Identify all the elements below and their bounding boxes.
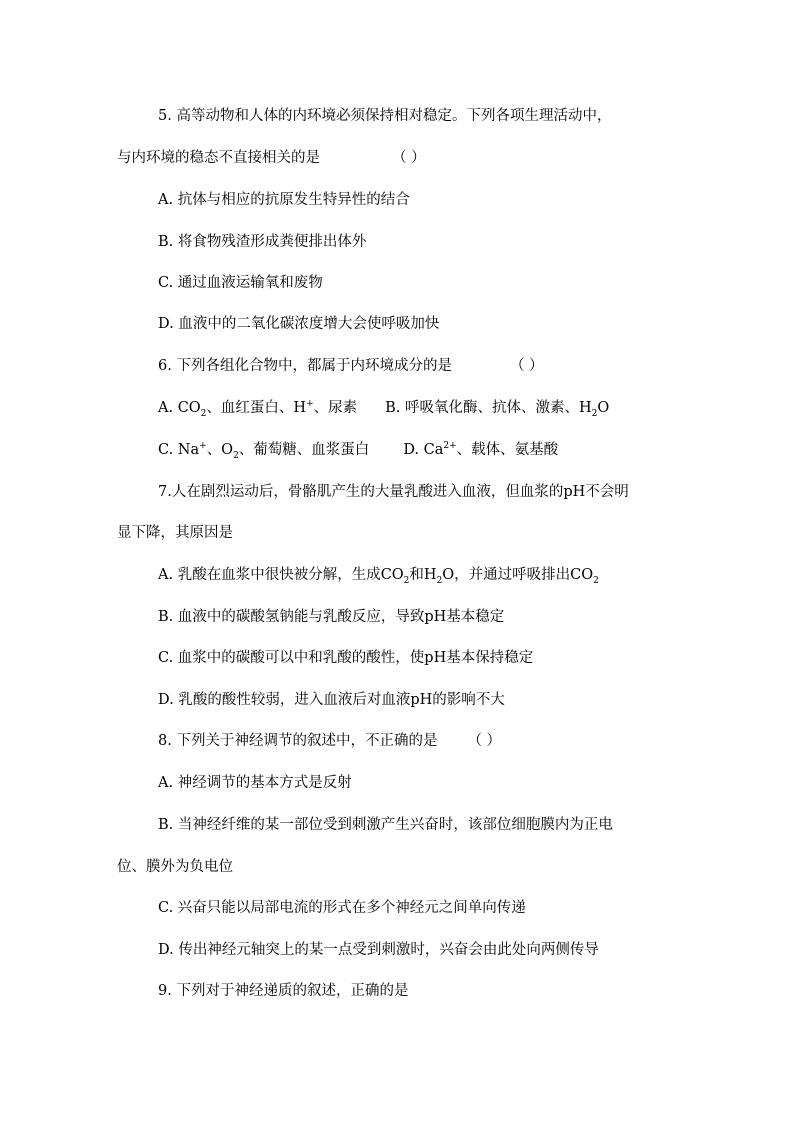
q6-options-cd (158, 440, 558, 460)
q6-option-d: D. $Ca^{2+}$、载体、氨基酸 (403, 441, 559, 458)
q8-stem-line (158, 731, 501, 751)
q8-option-b-line-1: B. 当神经纤维的某一部位受到刺激产生兴奋时，该部位细胞膜内为正电 (158, 817, 613, 833)
q5-option-d: D. 血液中的二氧化碳浓度增大会使呼吸加快 (158, 316, 440, 332)
q7-stem-line-1: 7.人在剧烈运动后，骨骼肌产生的大量乳酸进入血液，但血浆的pH不会明 (158, 484, 629, 500)
q8-option-d: D. 传出神经元轴突上的某一点受到刺激时，兴奋会由此处向两侧传导 (158, 942, 599, 958)
q5-stem-text: 与内环境的稳态不直接相关的是 (117, 150, 320, 166)
q5-option-b: B. 将食物残渣形成粪便排出体外 (158, 234, 367, 250)
q7-option-d: D. 乳酸的酸性较弱，进入血液后对血液pH的影响不大 (158, 692, 505, 708)
q5-stem-line-1: 5. 高等动物和人体的内环境必须保持相对稳定。下列各项生理活动中， (158, 108, 612, 124)
q8-answer-blank: （ ） (467, 733, 502, 749)
q6-option-b: B. 呼吸氧化酶、抗体、激素、$H_2O$ (385, 400, 610, 419)
q6-answer-blank: （ ） (509, 358, 544, 374)
q8-stem-text: 8. 下列关于神经调节的叙述中，不正确的是 (158, 733, 438, 749)
q7-option-b: B. 血液中的碳酸氢钠能与乳酸反应，导致pH基本稳定 (158, 609, 505, 625)
q5-answer-blank: （ ） (392, 150, 426, 166)
q8-option-b-line-2: 位、膜外为负电位 (117, 859, 233, 875)
q6-stem-text: 6. 下列各组化合物中，都属于内环境成分的是 (158, 358, 452, 374)
q6-option-a: A. $CO_2$、血红蛋白、H+、尿素 (158, 399, 358, 419)
q5-option-a: A. 抗体与相应的抗原发生特异性的结合 (158, 192, 410, 208)
q7-option-a: A. 乳酸在血浆中很快被分解，生成$CO_2$和$H_2O$，并通过呼吸排出$CO_2$ (158, 567, 599, 586)
q8-option-a: A. 神经调节的基本方式是反射 (158, 775, 352, 791)
q6-options-ab (158, 398, 609, 418)
q9-stem-line: 9. 下列对于神经递质的叙述，正确的是 (158, 983, 409, 999)
q6-stem-line (158, 356, 544, 376)
q7-option-c: C. 血浆中的碳酸可以中和乳酸的酸性，使pH基本保持稳定 (158, 650, 534, 666)
q6-option-c: C. Na+、$O_2$、葡萄糖、血浆蛋白 (158, 441, 370, 461)
q5-option-c: C. 通过血液运输氧和废物 (158, 275, 323, 291)
q7-stem-line-2: 显下降，其原因是 (117, 525, 233, 541)
q5-stem-line-2 (117, 148, 426, 168)
q8-option-c: C. 兴奋只能以局部电流的形式在多个神经元之间单向传递 (158, 900, 526, 916)
